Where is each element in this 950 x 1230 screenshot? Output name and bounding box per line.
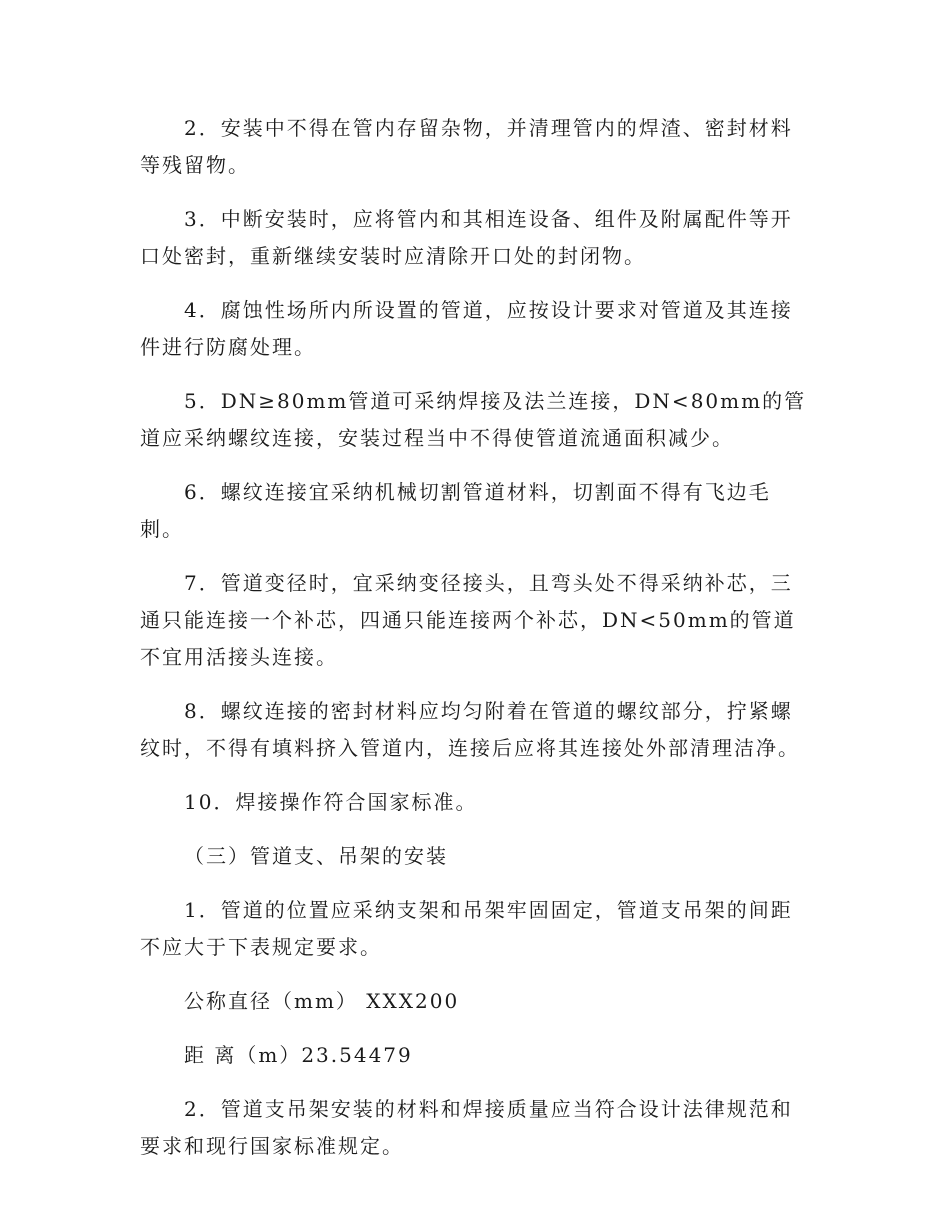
section-heading: （三）管道支、吊架的安装 [184,844,448,868]
paragraph-item-2: 2．安装中不得在管内存留杂物，并清理管内的焊渣、密封材料等残留物。 [140,116,793,177]
paragraph-item-4: 4．腐蚀性场所内所设置的管道，应按设计要求对管道及其连接件进行防腐处理。 [140,298,793,359]
paragraph-item-2b: 2．管道支吊架安装的材料和焊接质量应当符合设计法律规范和要求和现行国家标准规定。 [140,1097,793,1158]
table-row-distance: 距 离（m）23.54479 [184,1043,413,1067]
paragraph-item-1: 1．管道的位置应采纳支架和吊架牢固固定，管道支吊架的间距不应大于下表规定要求。 [140,898,793,959]
table-row-diameter: 公称直径（mm） XXX200 [184,989,460,1013]
paragraph-item-3: 3．中断安装时，应将管内和其相连设备、组件及附属配件等开口处密封，重新继续安装时应清除开口处的封闭物。 [140,207,793,268]
paragraph-item-7: 7．管道变径时，宜采纳变径接头，且弯头处不得采纳补芯，三通只能连接一个补芯，四通只能连接两个补芯，DN<50mm的管道不宜用活接头连接。 [140,571,796,669]
paragraph-item-8: 8．螺纹连接的密封材料应均匀附着在管道的螺纹部分，拧紧螺纹时，不得有填料挤入管道内，连接后应将其连接处外部清理洁净。 [140,699,800,760]
paragraph-item-10: 10．焊接操作符合国家标准。 [184,790,478,814]
paragraph-item-5: 5．DN≥80mm管道可采纳焊接及法兰连接，DN<80mm的管道应采纳螺纹连接，安装过程当中不得使管道流通面积减少。 [140,389,807,450]
paragraph-item-6: 6．螺纹连接宜采纳机械切割管道材料，切割面不得有飞边毛刺。 [140,480,771,541]
document-body [140,110,810,1182]
